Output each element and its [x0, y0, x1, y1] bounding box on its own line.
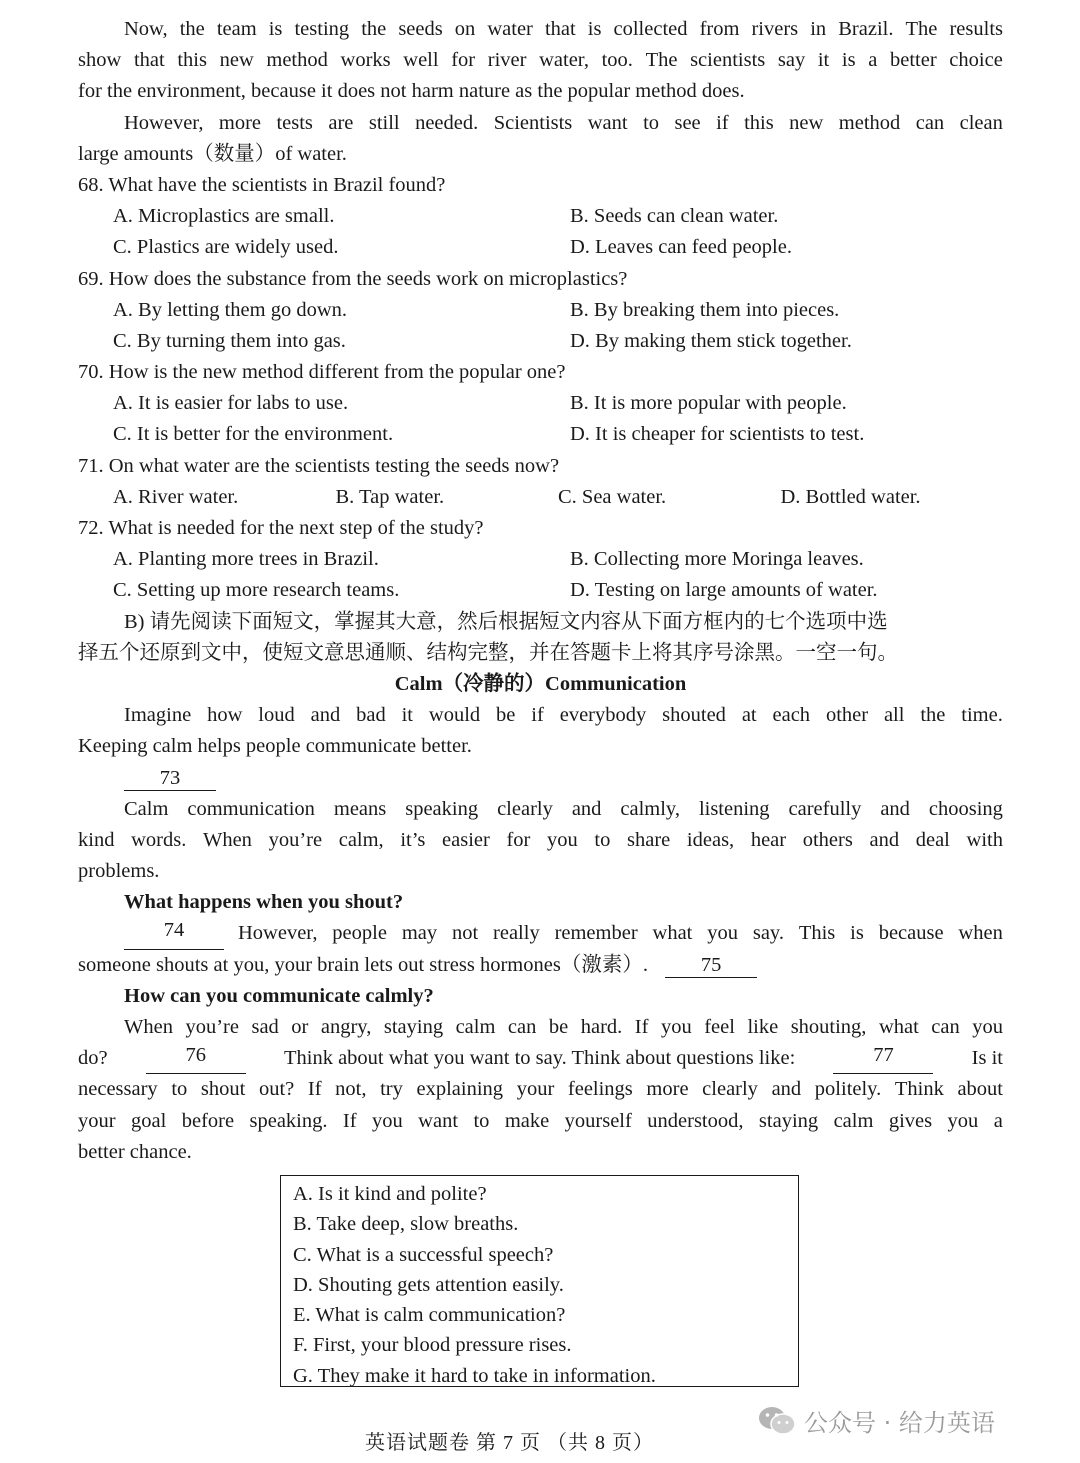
- word: or: [291, 1016, 309, 1038]
- option-row: [78, 388, 1003, 419]
- word: better: [889, 49, 937, 72]
- word: for: [451, 49, 476, 72]
- word: more: [218, 111, 262, 134]
- word: you’re: [268, 828, 323, 851]
- word: make: [504, 1109, 550, 1132]
- word: it: [817, 49, 830, 72]
- word: Think: [894, 1078, 944, 1101]
- passage-b-p4-line-4: [78, 1106, 1003, 1137]
- watermark: [758, 1403, 995, 1438]
- word: sad: [251, 1016, 279, 1038]
- option-row: [78, 295, 1003, 326]
- word: Now,: [124, 18, 168, 40]
- question-stem: 69. How does the substance from the seeds work on microplastics?: [78, 267, 628, 290]
- option-row: [78, 232, 1003, 263]
- word: the: [920, 704, 946, 727]
- heading-how-calmly: How can you communicate calmly?: [124, 984, 434, 1007]
- word: this: [744, 111, 774, 134]
- answer-option[interactable]: A. Planting more trees in Brazil.: [113, 548, 379, 571]
- box-option: F. First, your blood pressure rises.: [293, 1334, 572, 1357]
- question-stem: 71. On what water are the scientists testing the seeds now?: [78, 454, 560, 477]
- word: shout: [200, 1078, 246, 1101]
- word: If: [342, 1109, 357, 1132]
- passage-a-line: [78, 14, 1003, 45]
- word: bad: [356, 704, 386, 727]
- word: results: [949, 18, 1003, 40]
- page-footer: 英语试题卷 第 7 页 （共 8 页）: [365, 1432, 654, 1454]
- wechat-icon: [758, 1405, 796, 1437]
- word: ideas,: [686, 828, 735, 851]
- option-row: [78, 544, 1003, 575]
- word: listening: [698, 797, 770, 820]
- passage-b-p3-line-1-text: [238, 918, 1003, 949]
- word: say.: [752, 922, 784, 945]
- box-option: C. What is a successful speech?: [293, 1243, 554, 1266]
- word: deal: [915, 828, 950, 851]
- word: more: [646, 1078, 689, 1101]
- word: explaining: [416, 1078, 504, 1101]
- word: share: [627, 828, 671, 851]
- word: the: [361, 18, 387, 40]
- word: choice: [949, 49, 1003, 72]
- word: if: [531, 704, 544, 727]
- word: calm: [833, 1109, 874, 1132]
- word: your: [78, 1109, 116, 1132]
- word: and: [310, 704, 341, 727]
- word: you: [660, 1016, 692, 1038]
- word: like: [747, 1016, 779, 1038]
- word: collected: [613, 18, 688, 40]
- answer-option[interactable]: B. By breaking them into pieces.: [570, 298, 840, 321]
- word: everybody: [559, 704, 647, 727]
- word: hard.: [580, 1016, 623, 1038]
- word: Calm: [124, 797, 169, 820]
- word: If: [307, 1078, 322, 1101]
- word: means: [333, 797, 387, 820]
- word: The: [645, 49, 678, 72]
- word: feel: [704, 1016, 735, 1038]
- word: too.: [601, 49, 633, 72]
- word: when: [958, 922, 1003, 945]
- word: calm,: [338, 828, 384, 851]
- word: The: [905, 18, 938, 40]
- answer-option[interactable]: B. Collecting more Moringa leaves.: [570, 548, 864, 571]
- word: kind: [78, 828, 115, 851]
- answer-option[interactable]: A. River water.: [113, 485, 239, 508]
- passage-a-ending: [78, 14, 1003, 170]
- word: the: [179, 18, 205, 40]
- answer-option[interactable]: C. Sea water.: [558, 485, 667, 508]
- word: shouting,: [790, 1016, 867, 1038]
- word: speaking.: [249, 1109, 328, 1132]
- answer-option[interactable]: D. Leaves can feed people.: [570, 236, 792, 259]
- word: calmly,: [620, 797, 680, 820]
- word: water: [487, 18, 533, 40]
- word: a: [993, 1109, 1003, 1132]
- word: really: [493, 922, 540, 945]
- passage-b-p4-do: do?: [78, 1047, 108, 1070]
- word: yourself: [564, 1109, 632, 1132]
- question-stem: 70. How is the new method different from the popular one?: [78, 361, 566, 384]
- word: speaking: [405, 797, 479, 820]
- word: new: [789, 111, 824, 134]
- word: be: [548, 1016, 569, 1038]
- passage-b-p2-line-2: [78, 825, 1003, 856]
- box-option: D. Shouting gets attention easily.: [293, 1273, 564, 1296]
- exam-page: [78, 14, 1003, 1168]
- word: from: [699, 18, 740, 40]
- answer-option[interactable]: A. Microplastics are small.: [113, 205, 335, 228]
- word: clearly: [702, 1078, 758, 1101]
- section-b-instruction-line-1: B) 请先阅读下面短文，掌握其大意，然后根据短文内容从下面方框内的七个选项中选: [124, 610, 888, 633]
- blank-75[interactable]: 75: [665, 953, 757, 978]
- word: river: [487, 49, 527, 72]
- passage-b-p4-line-1: [78, 1012, 1003, 1043]
- question-list: [78, 170, 1003, 607]
- word: to: [171, 1078, 188, 1101]
- word: This: [798, 922, 836, 945]
- word: loud: [258, 704, 295, 727]
- word: are: [328, 111, 354, 134]
- word: scientists: [690, 49, 766, 72]
- word: see: [674, 111, 701, 134]
- blank-73[interactable]: 73: [124, 766, 216, 791]
- word: want: [418, 1109, 459, 1132]
- word: this: [177, 49, 207, 72]
- word: hear: [750, 828, 787, 851]
- answer-option[interactable]: B. It is more popular with people.: [570, 392, 847, 415]
- word: clearly: [497, 797, 553, 820]
- word: how: [207, 704, 243, 727]
- word: at: [741, 704, 757, 727]
- box-option: E. What is calm communication?: [293, 1304, 566, 1327]
- word: calm: [455, 1016, 496, 1038]
- passage-b-p4-line-5: better chance.: [78, 1140, 192, 1163]
- word: and: [771, 1078, 802, 1101]
- options-box: [280, 1175, 799, 1387]
- word: staying: [383, 1016, 444, 1038]
- word: would: [428, 704, 481, 727]
- word: well: [403, 49, 439, 72]
- heading-what-happens: What happens when you shout?: [124, 891, 404, 914]
- answer-option[interactable]: B. Tap water.: [335, 485, 445, 508]
- word: new: [219, 49, 254, 72]
- answer-option[interactable]: A. By letting them go down.: [113, 298, 348, 321]
- word: politely.: [814, 1078, 882, 1101]
- question-stem: 68. What have the scientists in Brazil found?: [78, 173, 446, 196]
- word: if: [716, 111, 729, 134]
- option-row: [78, 419, 1003, 450]
- question-stem: 72. What is needed for the next step of the study?: [78, 517, 484, 539]
- passage-b-p1-line-2: Keeping calm helps people communicate better.: [78, 735, 472, 758]
- word: understood,: [647, 1109, 744, 1132]
- box-option: A. Is it kind and polite?: [293, 1183, 487, 1205]
- answer-option[interactable]: A. It is easier for labs to use.: [113, 392, 349, 415]
- answer-option[interactable]: C. By turning them into gas.: [113, 329, 346, 352]
- word: say: [777, 49, 806, 72]
- word: still: [368, 111, 400, 134]
- word: angry,: [320, 1016, 372, 1038]
- word: and: [880, 797, 910, 820]
- word: If: [634, 1016, 649, 1038]
- word: you: [547, 828, 578, 851]
- word: you: [707, 922, 738, 945]
- word: your: [516, 1078, 555, 1101]
- word: However,: [238, 922, 318, 945]
- word: is: [587, 18, 602, 40]
- word: to: [643, 111, 660, 134]
- word: to: [594, 828, 611, 851]
- word: that: [544, 18, 576, 40]
- option-row: [78, 482, 1003, 513]
- passage-b-p4-line-2: [78, 1043, 1003, 1074]
- word: it’s: [400, 828, 426, 851]
- word: for: [506, 828, 531, 851]
- word: However,: [124, 111, 204, 134]
- word: a: [868, 49, 878, 72]
- word: it: [401, 704, 414, 727]
- word: seeds: [398, 18, 443, 40]
- word: Brazil.: [838, 18, 894, 40]
- word: be: [496, 704, 516, 727]
- word: tests: [276, 111, 313, 134]
- word: you’re: [185, 1016, 239, 1038]
- word: clean: [959, 111, 1003, 134]
- word: remember: [554, 922, 638, 945]
- passage-b-p3-line-2: [78, 950, 1003, 981]
- option-row: [78, 326, 1003, 357]
- answer-option[interactable]: D. Bottled water.: [780, 485, 921, 508]
- passage-b-p3-line-2-text: someone shouts at you, your brain lets out stress hormones（激素）.: [78, 953, 648, 976]
- blank-73-line: [78, 763, 1003, 794]
- word: Scientists: [493, 111, 573, 134]
- word: works: [340, 49, 391, 72]
- section-b-instruction-line-2: 择五个还原到文中，使短文意思通顺、结构完整，并在答题卡上将其序号涂黑。一空一句。: [78, 641, 898, 664]
- passage-a-line: for the environment, because it does not harm nature as the popular method does.: [78, 80, 745, 103]
- answer-option[interactable]: D. By making them stick together.: [570, 329, 852, 352]
- word: because: [878, 922, 944, 945]
- answer-option[interactable]: C. It is better for the environment.: [113, 423, 394, 446]
- word: When: [124, 1016, 173, 1038]
- word: try: [380, 1078, 403, 1101]
- word: time.: [961, 704, 1003, 727]
- answer-option[interactable]: B. Seeds can clean water.: [570, 205, 779, 228]
- word: with: [966, 828, 1003, 851]
- word: you: [372, 1109, 403, 1132]
- word: is: [268, 18, 283, 40]
- word: Imagine: [124, 704, 192, 727]
- watermark-text: 公众号 · 给力英语: [804, 1409, 995, 1437]
- word: to: [473, 1109, 490, 1132]
- blank-76[interactable]: 76: [146, 1043, 246, 1074]
- word: method: [838, 111, 901, 134]
- passage-a-line: [78, 45, 1003, 76]
- passage-b-p4-line-3: [78, 1074, 1003, 1105]
- word: what: [652, 922, 693, 945]
- blank-77[interactable]: 77: [833, 1043, 933, 1074]
- word: you: [947, 1109, 979, 1132]
- passage-b-title: Calm（冷静的）Communication: [394, 672, 687, 695]
- word: before: [181, 1109, 235, 1132]
- word: gives: [888, 1109, 933, 1132]
- word: can: [507, 1016, 537, 1038]
- word: shouted: [662, 704, 726, 727]
- word: method: [266, 49, 328, 72]
- word: about: [957, 1078, 1003, 1101]
- word: each: [772, 704, 811, 727]
- word: team: [216, 18, 257, 40]
- word: and: [869, 828, 900, 851]
- word: you: [972, 1016, 1003, 1038]
- word: want: [587, 111, 628, 134]
- word: can: [931, 1016, 960, 1038]
- passage-b-p3-line-1: [78, 918, 1003, 949]
- word: carefully: [788, 797, 862, 820]
- blank-74[interactable]: 74: [124, 918, 224, 949]
- word: that: [133, 49, 165, 72]
- word: choosing: [928, 797, 1003, 820]
- answer-option[interactable]: C. Plastics are widely used.: [113, 236, 339, 259]
- word: on: [454, 18, 476, 40]
- passage-b-p4-is-it: Is it: [971, 1047, 1003, 1070]
- word: words.: [131, 828, 187, 851]
- word: is: [850, 922, 864, 945]
- answer-option[interactable]: C. Setting up more research teams.: [113, 579, 400, 602]
- word: staying: [758, 1109, 819, 1132]
- word: can: [915, 111, 945, 134]
- word: is: [841, 49, 856, 72]
- word: and: [571, 797, 602, 820]
- passage-a-line: large amounts（数量）of water.: [78, 142, 347, 165]
- word: rivers: [751, 18, 799, 40]
- word: what: [878, 1016, 919, 1038]
- word: all: [883, 704, 905, 727]
- word: testing: [294, 18, 350, 40]
- option-row: [78, 575, 1003, 606]
- passage-b-p1-line-1: [78, 700, 1003, 731]
- word: not,: [335, 1078, 367, 1101]
- word: easier: [442, 828, 490, 851]
- word: may: [401, 922, 438, 945]
- word: other: [825, 704, 869, 727]
- word: in: [810, 18, 827, 40]
- answer-option[interactable]: D. It is cheaper for scientists to test.: [570, 423, 865, 446]
- option-row: [78, 201, 1003, 232]
- word: goal: [131, 1109, 167, 1132]
- word: others: [802, 828, 853, 851]
- word: communication: [187, 797, 315, 820]
- word: people: [332, 922, 387, 945]
- word: feelings: [567, 1078, 633, 1101]
- word: necessary: [78, 1078, 158, 1101]
- passage-a-line: [78, 108, 1003, 139]
- word: out?: [258, 1078, 295, 1101]
- word: not: [451, 922, 479, 945]
- box-option: B. Take deep, slow breaths.: [293, 1213, 519, 1236]
- answer-option[interactable]: D. Testing on large amounts of water.: [570, 579, 878, 602]
- word: show: [78, 49, 122, 72]
- word: When: [202, 828, 252, 851]
- box-option: G. They make it hard to take in information.: [293, 1364, 656, 1387]
- word: needed.: [415, 111, 479, 134]
- passage-b-p2-line-3: problems.: [78, 860, 160, 883]
- word: water,: [539, 49, 589, 72]
- passage-b-p2-line-1: [78, 794, 1003, 825]
- passage-b-p4-think: Think about what you want to say. Think about questions like:: [283, 1047, 796, 1070]
